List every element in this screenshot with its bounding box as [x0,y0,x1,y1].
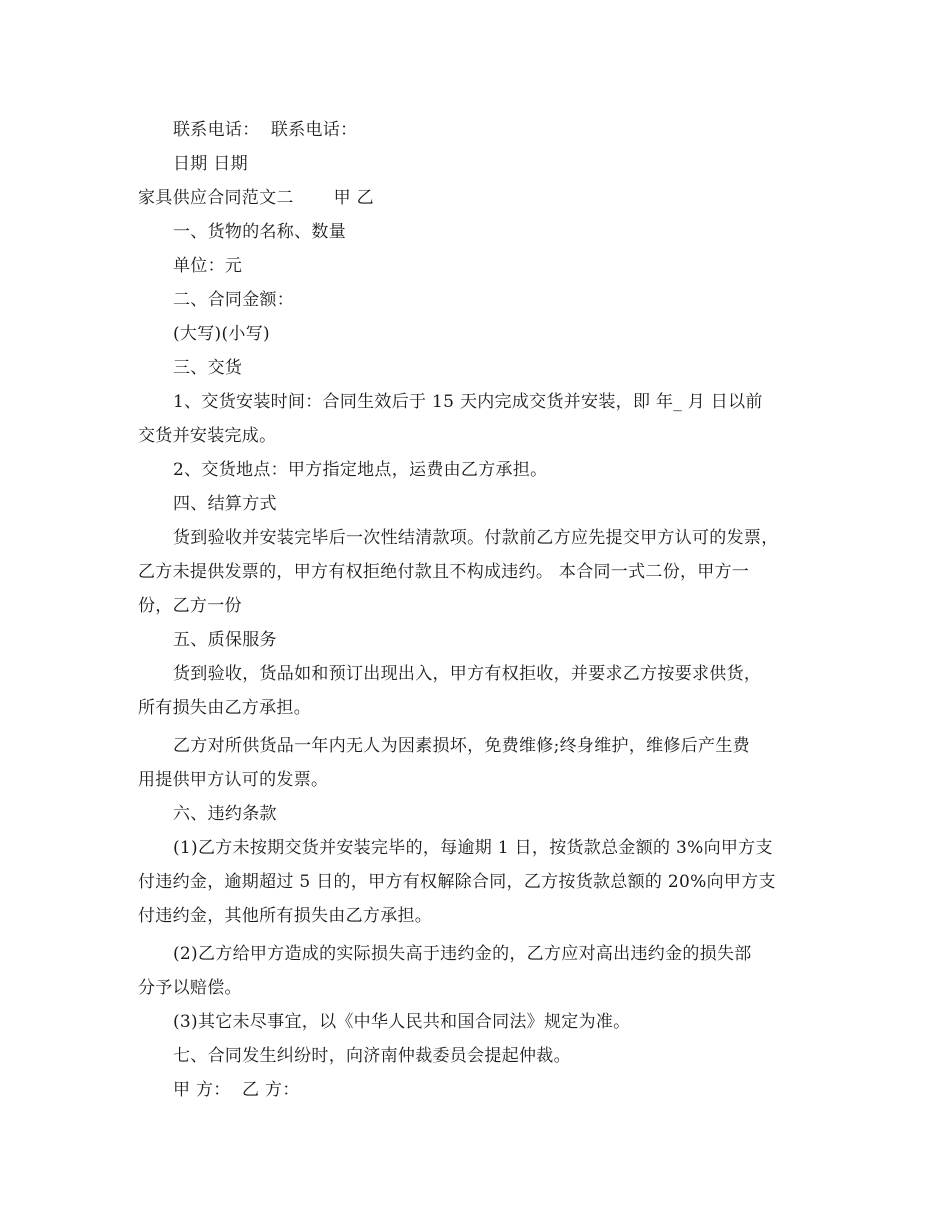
section-heading: 一、货物的名称、数量 [173,222,346,242]
paragraph-line: 乙方对所供货品一年内无人为因素损坏，免费维修;终身维护，维修后产生费 [173,736,750,756]
paragraph-line: 付违约金，其他所有损失由乙方承担。 [138,906,433,926]
date-line: 日期 日期 [173,154,248,174]
paragraph-line: (大写)(小写) [173,324,270,344]
paragraph-line: 份，乙方一份 [138,596,242,616]
paragraph-line: (2)乙方给甲方造成的实际损失高于违约金的，乙方应对高出违约金的损失部 [173,944,752,964]
section-heading: 三、交货 [173,358,243,378]
signature-line: 甲 方： 乙 方： [173,1080,300,1100]
paragraph-line: 所有损失由乙方承担。 [138,698,311,718]
paragraph-line: 单位：元 [173,256,243,276]
paragraph-line: 货到验收，货品如和预订出现出入，甲方有权拒收，并要求乙方按要求供货， [173,664,762,684]
contact-phone-line: 联系电话： 联系电话： [173,120,358,140]
paragraph-line: 乙方未提供发票的，甲方有权拒绝付款且不构成违约。 本合同一式二份，甲方一 [138,562,750,582]
section-heading: 六、违约条款 [173,804,277,824]
paragraph-line: (1)乙方未按期交货并安装完毕的，每逾期 1 日，按货款总金额的 3%向甲方支 [173,838,773,858]
paragraph-line: 用提供甲方认可的发票。 [138,770,329,790]
paragraph-line: 分予以赔偿。 [138,978,242,998]
paragraph-line: 货到验收并安装完毕后一次性结清款项。付款前乙方应先提交甲方认可的发票， [173,528,779,548]
section-heading: 七、合同发生纠纷时，向济南仲裁委员会提起仲裁。 [173,1046,571,1066]
paragraph-line: 付违约金，逾期超过 5 日的，甲方有权解除合同，乙方按货款总额的 20%向甲方支 [138,872,776,892]
section-heading: 二、合同金额： [173,290,295,310]
paragraph-line: (3)其它未尽事宜，以《中华人民共和国合同法》规定为准。 [173,1012,631,1032]
section-heading: 四、结算方式 [173,494,277,514]
paragraph-line: 交货并安装完成。 [138,426,277,446]
contract-title-line: 家具供应合同范文二 甲 乙 [138,188,374,208]
section-heading: 五、质保服务 [173,630,277,650]
paragraph-line: 1、交货安装时间：合同生效后于 15 天内完成交货并安装，即 年_ 月 日以前 [173,392,763,412]
paragraph-line: 2、交货地点：甲方指定地点，运费由乙方承担。 [173,460,548,480]
